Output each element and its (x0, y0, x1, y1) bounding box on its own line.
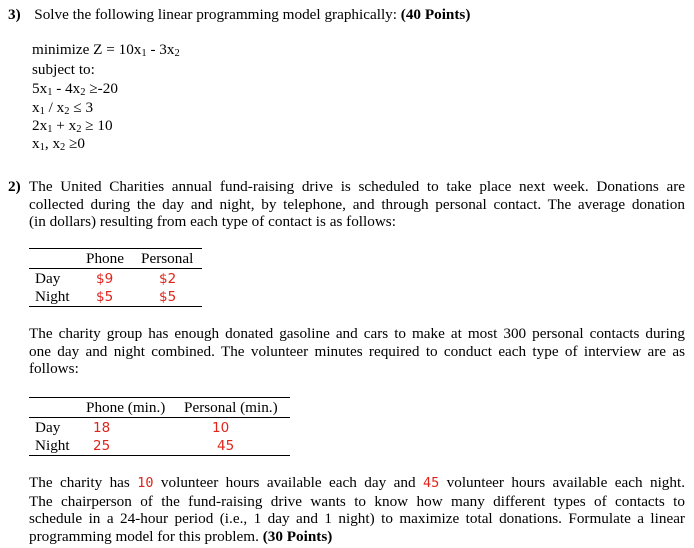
constraint-2 (32, 99, 93, 117)
paragraph-2-line: follows: (29, 360, 79, 377)
sub-2: 2 (76, 124, 82, 135)
subject-to-label: subject to: (32, 61, 95, 78)
table-cell-night-personal-min: 45 (217, 438, 235, 454)
sub-2: 2 (60, 142, 66, 153)
sub-1: 1 (47, 87, 53, 98)
constraint-4 (32, 135, 85, 153)
question-2-paragraph-2 (29, 325, 685, 378)
paragraph-3-text: volunteer hours available each day and (160, 474, 416, 491)
sub-1: 1 (39, 142, 45, 153)
question-2-paragraph-3 (29, 474, 685, 545)
paragraph-3-text: volunteer hours available each night. (446, 474, 685, 491)
question-2-number: 2) (8, 178, 21, 195)
sub-1: 1 (141, 48, 147, 59)
c4-part-c: ≥0 (65, 135, 86, 152)
table-cell-day-personal-min: 10 (212, 420, 230, 436)
c4-part-b: , x (44, 135, 61, 152)
table-header-rule (29, 268, 202, 269)
c4-part-a: x (32, 135, 40, 152)
sub-2: 2 (80, 87, 86, 98)
question-3-prompt: Solve the following linear programming model graphically: (34, 6, 397, 23)
objective-function (32, 41, 180, 59)
paragraph-3-line (29, 474, 685, 493)
c2-part-a: x (32, 99, 40, 116)
table-cell-night-phone-min: 25 (93, 438, 111, 454)
sub-2: 2 (174, 48, 180, 59)
table-cell-day-personal: $2 (159, 271, 177, 287)
table-top-rule (29, 248, 202, 249)
sub-2: 2 (64, 106, 70, 117)
c1-part-c: ≥-20 (85, 80, 118, 97)
paragraph-3-line (29, 528, 685, 546)
c1-part-b: - 4x (52, 80, 81, 97)
c3-part-c: ≥ 10 (81, 117, 113, 134)
paragraph-1-line: (in dollars) resulting from each type of contact is as follows: (29, 213, 396, 230)
table-cell-night-personal: $5 (159, 289, 177, 305)
paragraph-3-text: programming model for this problem. (29, 527, 259, 545)
c1-part-a: 5x (32, 80, 48, 97)
question-3-points: (40 Points) (400, 6, 471, 23)
table-header-rule (29, 417, 290, 418)
paragraph-3-line: The chairperson of the fund-raising drive wants to know how many different types of contacts to (29, 492, 685, 510)
c2-part-b: / x (44, 99, 65, 116)
day-hours-value: 10 (137, 475, 154, 491)
table-header-phone-min: Phone (min.) (86, 399, 166, 416)
paragraph-3-text: The charity has (29, 474, 130, 491)
objective-text-1: minimize Z = 10x (32, 41, 142, 58)
paragraph-2-line: The charity group has enough donated gasoline and cars to make at most 300 personal contacts during (29, 325, 685, 342)
question-3-header (8, 6, 470, 24)
table-cell-day-phone: $9 (96, 271, 114, 287)
c3-part-a: 2x (32, 117, 48, 134)
table-header-personal-min: Personal (min.) (184, 399, 278, 416)
table-row-label: Day (35, 270, 61, 287)
table-cell-day-phone-min: 18 (93, 420, 111, 436)
c3-part-b: + x (52, 117, 77, 134)
constraint-1 (32, 80, 118, 98)
question-2-paragraph-1 (29, 178, 685, 231)
table-top-rule (29, 397, 290, 398)
table-row-label: Night (35, 437, 70, 454)
night-hours-value: 45 (422, 475, 440, 491)
table-header-phone: Phone (86, 250, 124, 267)
paragraph-2-line: one day and night combined. The volunteer minutes required to conduct each type of interview are as (29, 342, 685, 360)
table-bottom-rule (29, 455, 290, 456)
objective-text-2: - 3x (146, 41, 175, 58)
table-bottom-rule (29, 306, 202, 307)
paragraph-1-line: The United Charities annual fund-raising drive is scheduled to take place next week. Donations are (29, 178, 685, 195)
table-row-label: Day (35, 419, 61, 436)
table-header-personal: Personal (141, 250, 194, 267)
c2-part-c: ≤ 3 (69, 99, 94, 116)
table-cell-night-phone: $5 (96, 289, 114, 305)
sub-1: 1 (47, 124, 53, 135)
sub-1: 1 (39, 106, 45, 117)
paragraph-3-line: schedule in a 24-hour period (i.e., 1 day and 1 night) to maximize total donations. Formulate a linear (29, 510, 685, 527)
constraint-3 (32, 117, 113, 135)
question-2-points: (30 Points) (262, 527, 333, 545)
question-3-number: 3) (8, 6, 21, 23)
paragraph-1-line: collected during the day and night, by telephone, and through personal contact. The average donation (29, 195, 685, 213)
table-row-label: Night (35, 288, 70, 305)
